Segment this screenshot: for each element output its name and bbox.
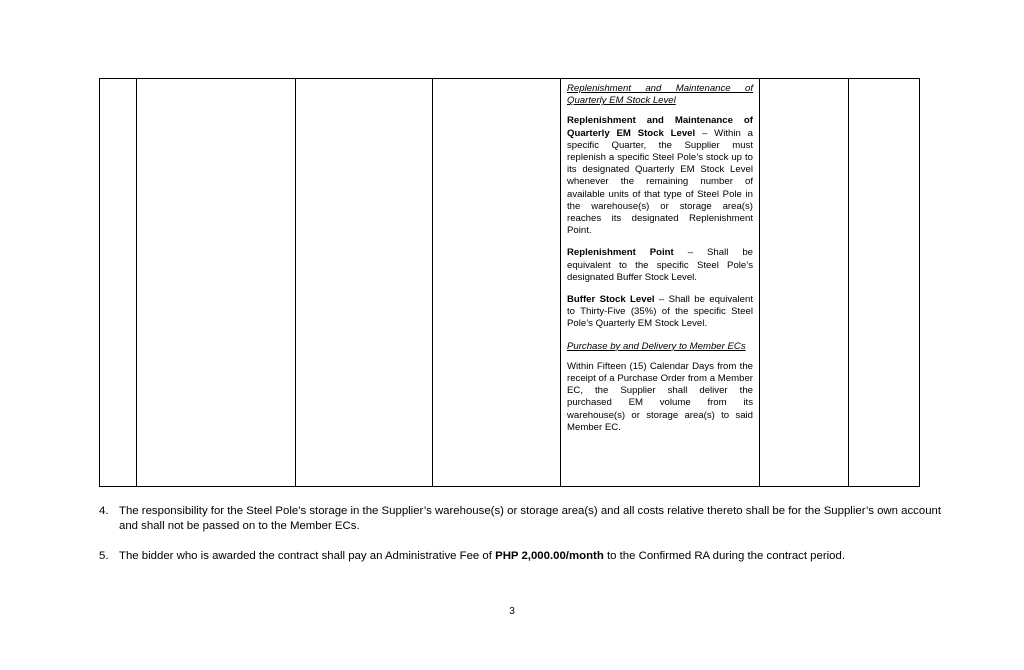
definition-body: – Shall be equivalent to the specific Steel Pole’s designated Buffer Stock Level.	[567, 247, 753, 283]
table-cell-3	[296, 79, 433, 487]
numbered-list	[99, 504, 945, 579]
fee-amount: PHP 2,000.00/month	[495, 550, 604, 562]
table-cell-4	[433, 79, 561, 487]
item-number: 4.	[99, 505, 109, 517]
delivery-paragraph: Within Fifteen (15) Calendar Days from the receipt of a Purchase Order from a Member EC, the Supplier shall deliver the purchased EM volume from its warehouse(s) or storage area(s) to said Member EC.	[567, 360, 753, 433]
definition-body: – Within a specific Quarter, the Supplier must replenish a specific Steel Pole’s stock up to its designated Quarterly EM Stock Level whenever the remaining number of available units of that type of Steel Pole in the warehouse(s) or storage area(s) reaches its designated Replenishment Point.	[567, 127, 753, 237]
table-cell-2	[137, 79, 296, 487]
table-cell-6	[760, 79, 849, 487]
item-text: The bidder who is awarded the contract shall pay an Administrative Fee of	[119, 550, 496, 562]
definition-buffer-stock	[567, 294, 753, 331]
section-heading-replenishment: Replenishment and Maintenance of Quarterly EM Stock Level	[567, 83, 753, 107]
item-text: The responsibility for the Steel Pole’s storage in the Supplier’s warehouse(s) or storage area(s) and all costs relative thereto shall be for the Supplier’s own account and shall not be passed on to the Member ECs.	[119, 505, 942, 532]
page-number: 3	[509, 606, 515, 617]
table-cell-7	[849, 79, 920, 487]
definition-replenishment-point	[567, 247, 753, 284]
list-item	[99, 504, 945, 534]
item-text: to the Confirmed RA during the contract period.	[603, 550, 846, 562]
requirements-table	[99, 78, 920, 487]
definition-term: Buffer Stock Level	[567, 294, 655, 306]
table-cell-specifications	[561, 79, 760, 487]
definition-term: Replenishment Point	[567, 247, 674, 259]
definition-replenishment	[567, 115, 753, 237]
table-cell-1	[100, 79, 137, 487]
item-number: 5.	[99, 550, 109, 562]
section-heading-delivery: Purchase by and Delivery to Member ECs	[567, 340, 746, 352]
definition-term: Replenishment and Maintenance of Quarterly EM Stock Level	[567, 115, 753, 139]
table-row	[100, 79, 920, 487]
definition-body: – Shall be equivalent to Thirty-Five (35%) of the specific Steel Pole’s Quarterly EM Stock Level.	[567, 294, 753, 330]
list-item	[99, 549, 945, 564]
